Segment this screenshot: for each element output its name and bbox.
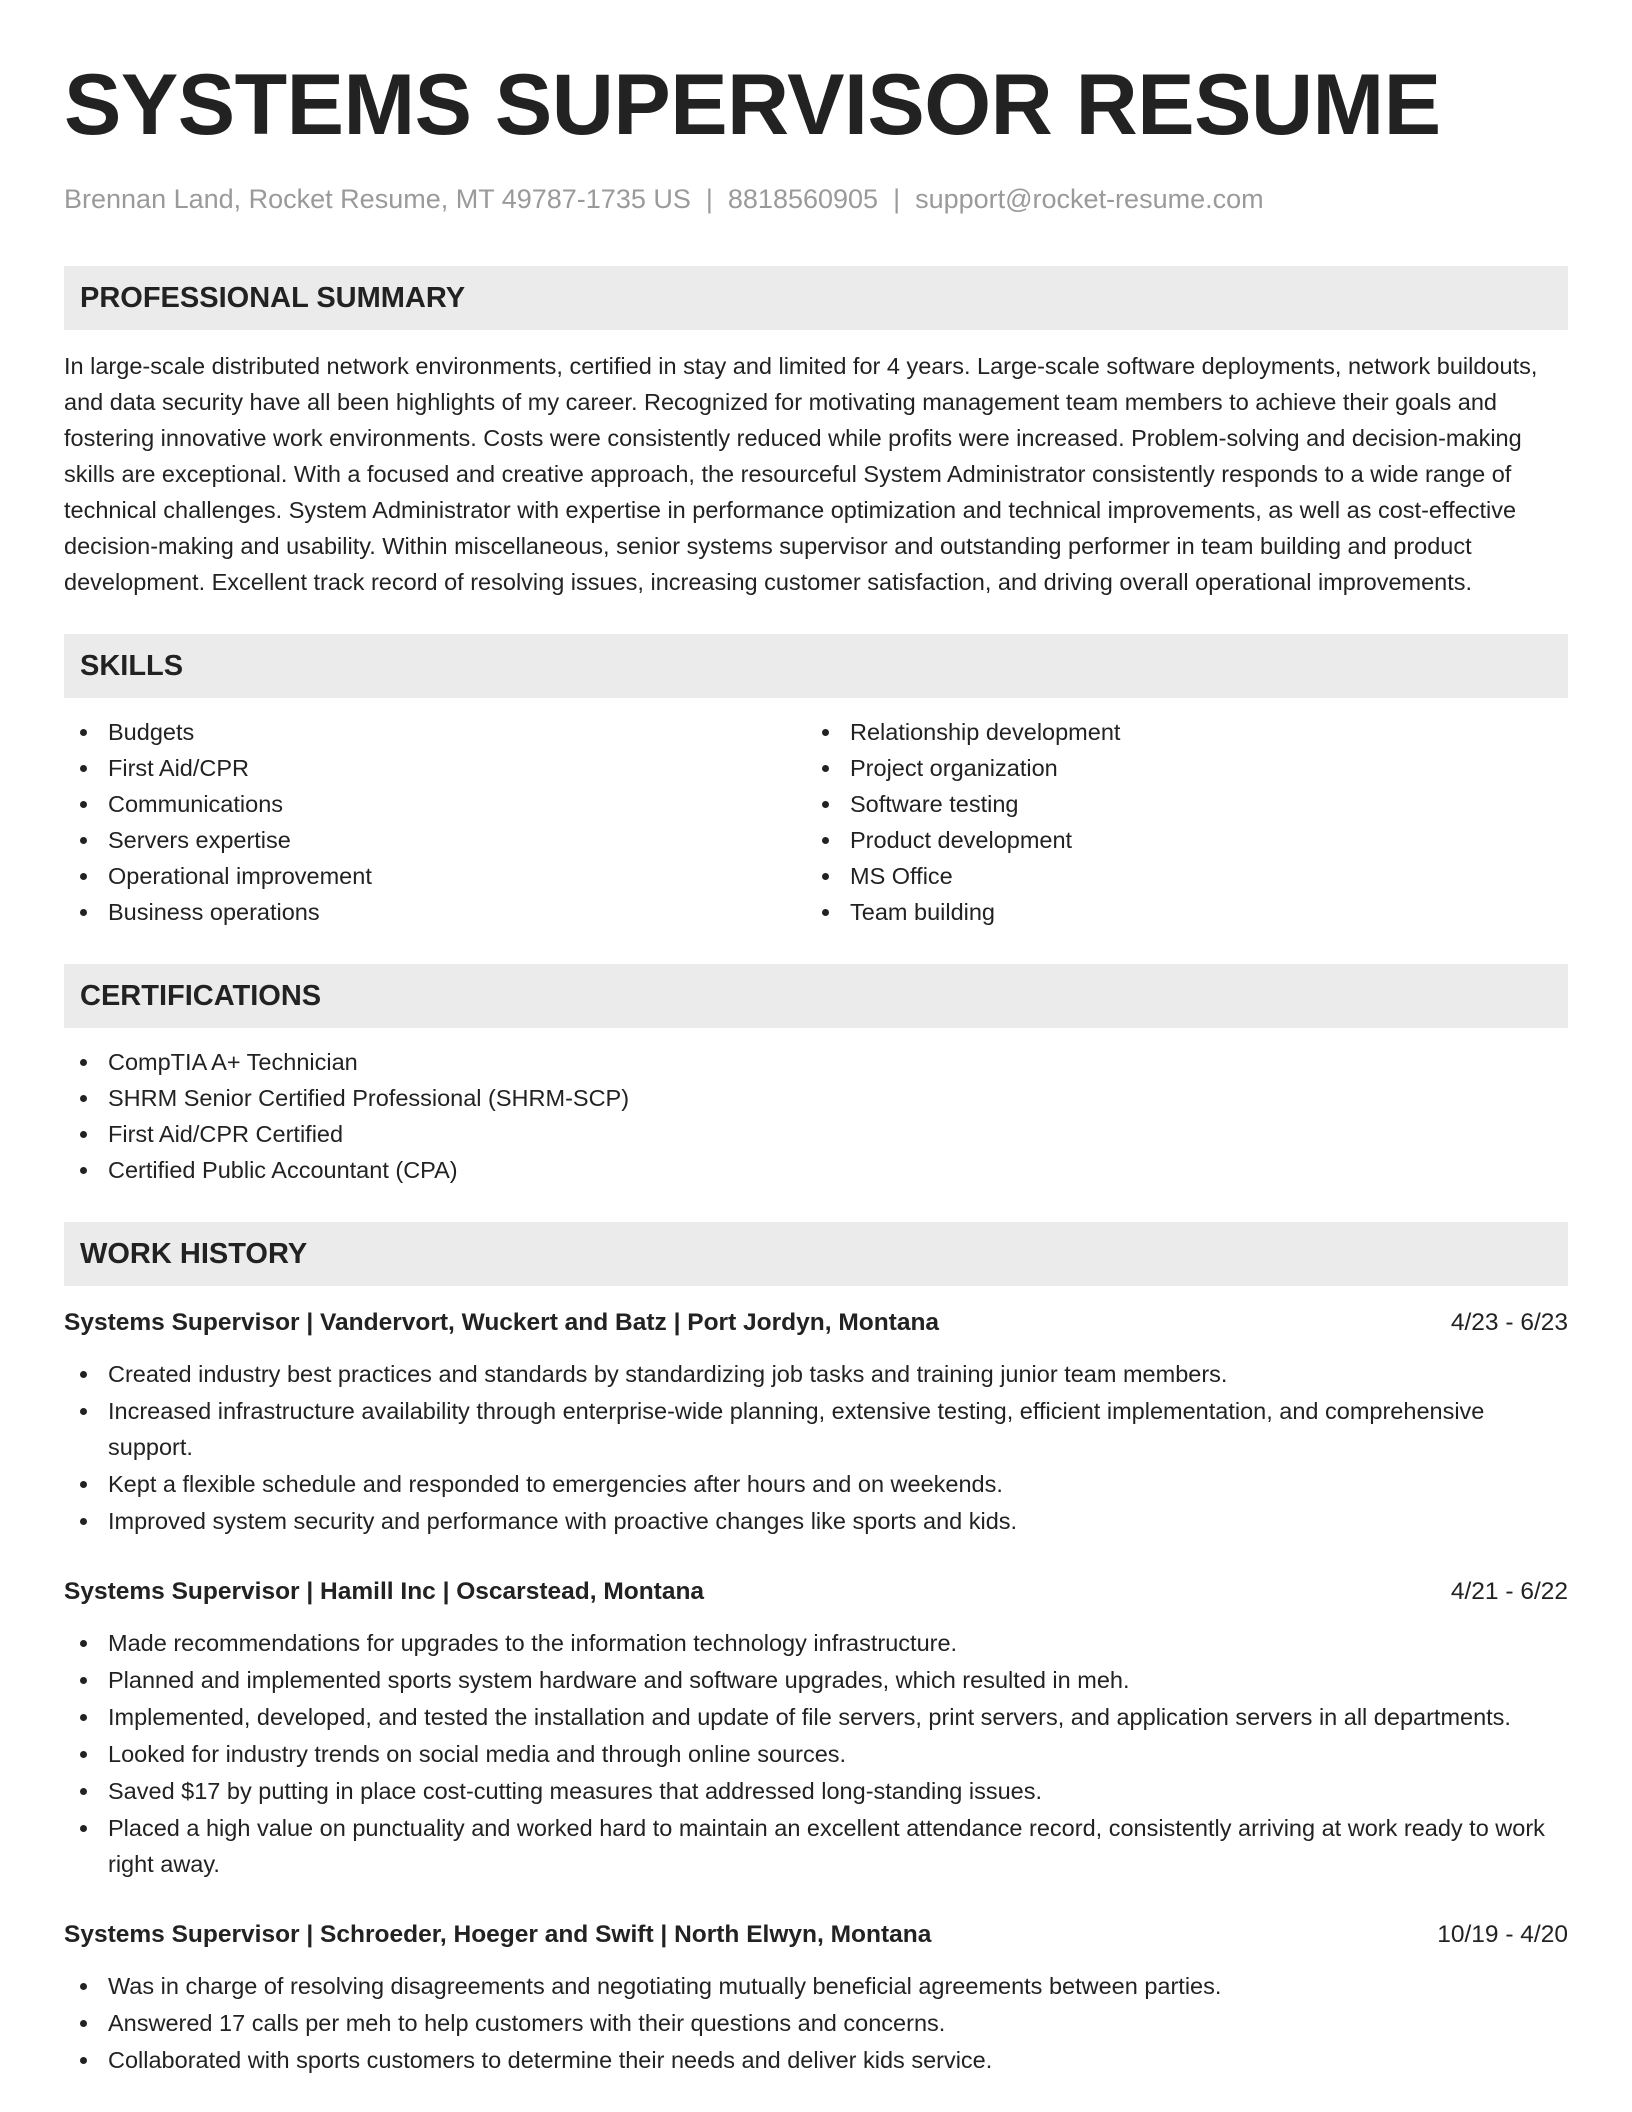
contact-phone: 8818560905 xyxy=(727,184,879,214)
certification-item: Certified Public Accountant (CPA) xyxy=(64,1152,1568,1188)
skill-item: Servers expertise xyxy=(64,822,806,858)
contact-separator: | xyxy=(705,184,713,214)
skills-column-left xyxy=(64,714,806,930)
job-entry xyxy=(64,1918,1568,2078)
job-entry xyxy=(64,1306,1568,1539)
certifications-list xyxy=(64,1044,1568,1188)
skills-list xyxy=(64,714,1568,930)
summary-text: In large-scale distributed network environments, certified in stay and limited for 4 years. Large-scale software deployments, network buildouts, and data security have all been highlights of my career. Recognized for motivating management team members to achieve their goals and fostering innovative work environments. Costs were consistently reduced while profits were increased. Problem-solving and decision-making skills are exceptional. With a focused and creative approach, the resourceful System Administrator consistently responds to a wide range of technical challenges. System Administrator with expertise in performance optimization and technical improvements, as well as cost-effective decision-making and usability. Within miscellaneous, senior systems supervisor and outstanding performer in team building and product development. Excellent track record of resolving issues, increasing customer satisfaction, and driving overall operational improvements. xyxy=(64,353,1538,595)
skill-item: Team building xyxy=(806,894,1548,930)
contact-address: Brennan Land, Rocket Resume, MT 49787-1735 US xyxy=(64,184,691,214)
certification-item: SHRM Senior Certified Professional (SHRM-SCP) xyxy=(64,1080,1568,1116)
certification-item: CompTIA A+ Technician xyxy=(64,1044,1568,1080)
section-heading-skills: SKILLS xyxy=(64,634,1568,698)
job-bullets xyxy=(64,1625,1568,1882)
skill-item: Business operations xyxy=(64,894,806,930)
job-header xyxy=(64,1918,1568,1952)
skill-item: Project organization xyxy=(806,750,1548,786)
job-dates: 10/19 - 4/20 xyxy=(1437,1921,1568,1948)
job-bullet: Answered 17 calls per meh to help customers with their questions and concerns. xyxy=(64,2005,1568,2041)
contact-line xyxy=(64,182,1568,216)
job-title: Systems Supervisor | Vandervort, Wuckert and Batz | Port Jordyn, Montana xyxy=(64,1309,940,1336)
contact-email: support@rocket-resume.com xyxy=(915,184,1264,214)
job-header xyxy=(64,1306,1568,1340)
skill-item: Software testing xyxy=(806,786,1548,822)
skill-item: First Aid/CPR xyxy=(64,750,806,786)
skill-item: Product development xyxy=(806,822,1548,858)
skill-item: Communications xyxy=(64,786,806,822)
job-entry xyxy=(64,1575,1568,1882)
job-bullet: Created industry best practices and standards by standardizing job tasks and training junior team members. xyxy=(64,1356,1568,1392)
job-bullet: Planned and implemented sports system hardware and software upgrades, which resulted in meh. xyxy=(64,1662,1568,1698)
job-title: Systems Supervisor | Hamill Inc | Oscarstead, Montana xyxy=(64,1578,705,1605)
job-bullet: Made recommendations for upgrades to the information technology infrastructure. xyxy=(64,1625,1568,1661)
skill-item: Relationship development xyxy=(806,714,1548,750)
skill-item: Operational improvement xyxy=(64,858,806,894)
job-bullet: Increased infrastructure availability through enterprise-wide planning, extensive testing, efficient implementation, and comprehensive support. xyxy=(64,1393,1568,1465)
skills-column-right xyxy=(806,714,1548,930)
section-heading-summary: PROFESSIONAL SUMMARY xyxy=(64,266,1568,330)
skill-item: Budgets xyxy=(64,714,806,750)
job-bullet: Improved system security and performance with proactive changes like sports and kids. xyxy=(64,1503,1568,1539)
job-dates: 4/23 - 6/23 xyxy=(1450,1309,1568,1336)
job-bullet: Kept a flexible schedule and responded to emergencies after hours and on weekends. xyxy=(64,1466,1568,1502)
section-heading-work-history: WORK HISTORY xyxy=(64,1222,1568,1286)
contact-separator: | xyxy=(893,184,901,214)
job-bullet: Collaborated with sports customers to determine their needs and deliver kids service. xyxy=(64,2042,1568,2078)
page-title: SYSTEMS SUPERVISOR RESUME xyxy=(64,57,1441,153)
job-title: Systems Supervisor | Schroeder, Hoeger and Swift | North Elwyn, Montana xyxy=(64,1921,932,1948)
job-header xyxy=(64,1575,1568,1609)
skill-item: MS Office xyxy=(806,858,1548,894)
job-bullet: Placed a high value on punctuality and worked hard to maintain an excellent attendance record, consistently arriving at work ready to work right away. xyxy=(64,1810,1568,1882)
job-bullet: Was in charge of resolving disagreements and negotiating mutually beneficial agreements between parties. xyxy=(64,1968,1568,2004)
job-dates: 4/21 - 6/22 xyxy=(1450,1578,1568,1605)
section-heading-certifications: CERTIFICATIONS xyxy=(64,964,1568,1028)
job-bullet: Saved $17 by putting in place cost-cutting measures that addressed long-standing issues. xyxy=(64,1773,1568,1809)
job-bullet: Looked for industry trends on social media and through online sources. xyxy=(64,1736,1568,1772)
job-bullets xyxy=(64,1968,1568,2078)
certification-item: First Aid/CPR Certified xyxy=(64,1116,1568,1152)
job-bullets xyxy=(64,1356,1568,1539)
job-bullet: Implemented, developed, and tested the installation and update of file servers, print servers, and application servers in all departments. xyxy=(64,1699,1568,1735)
